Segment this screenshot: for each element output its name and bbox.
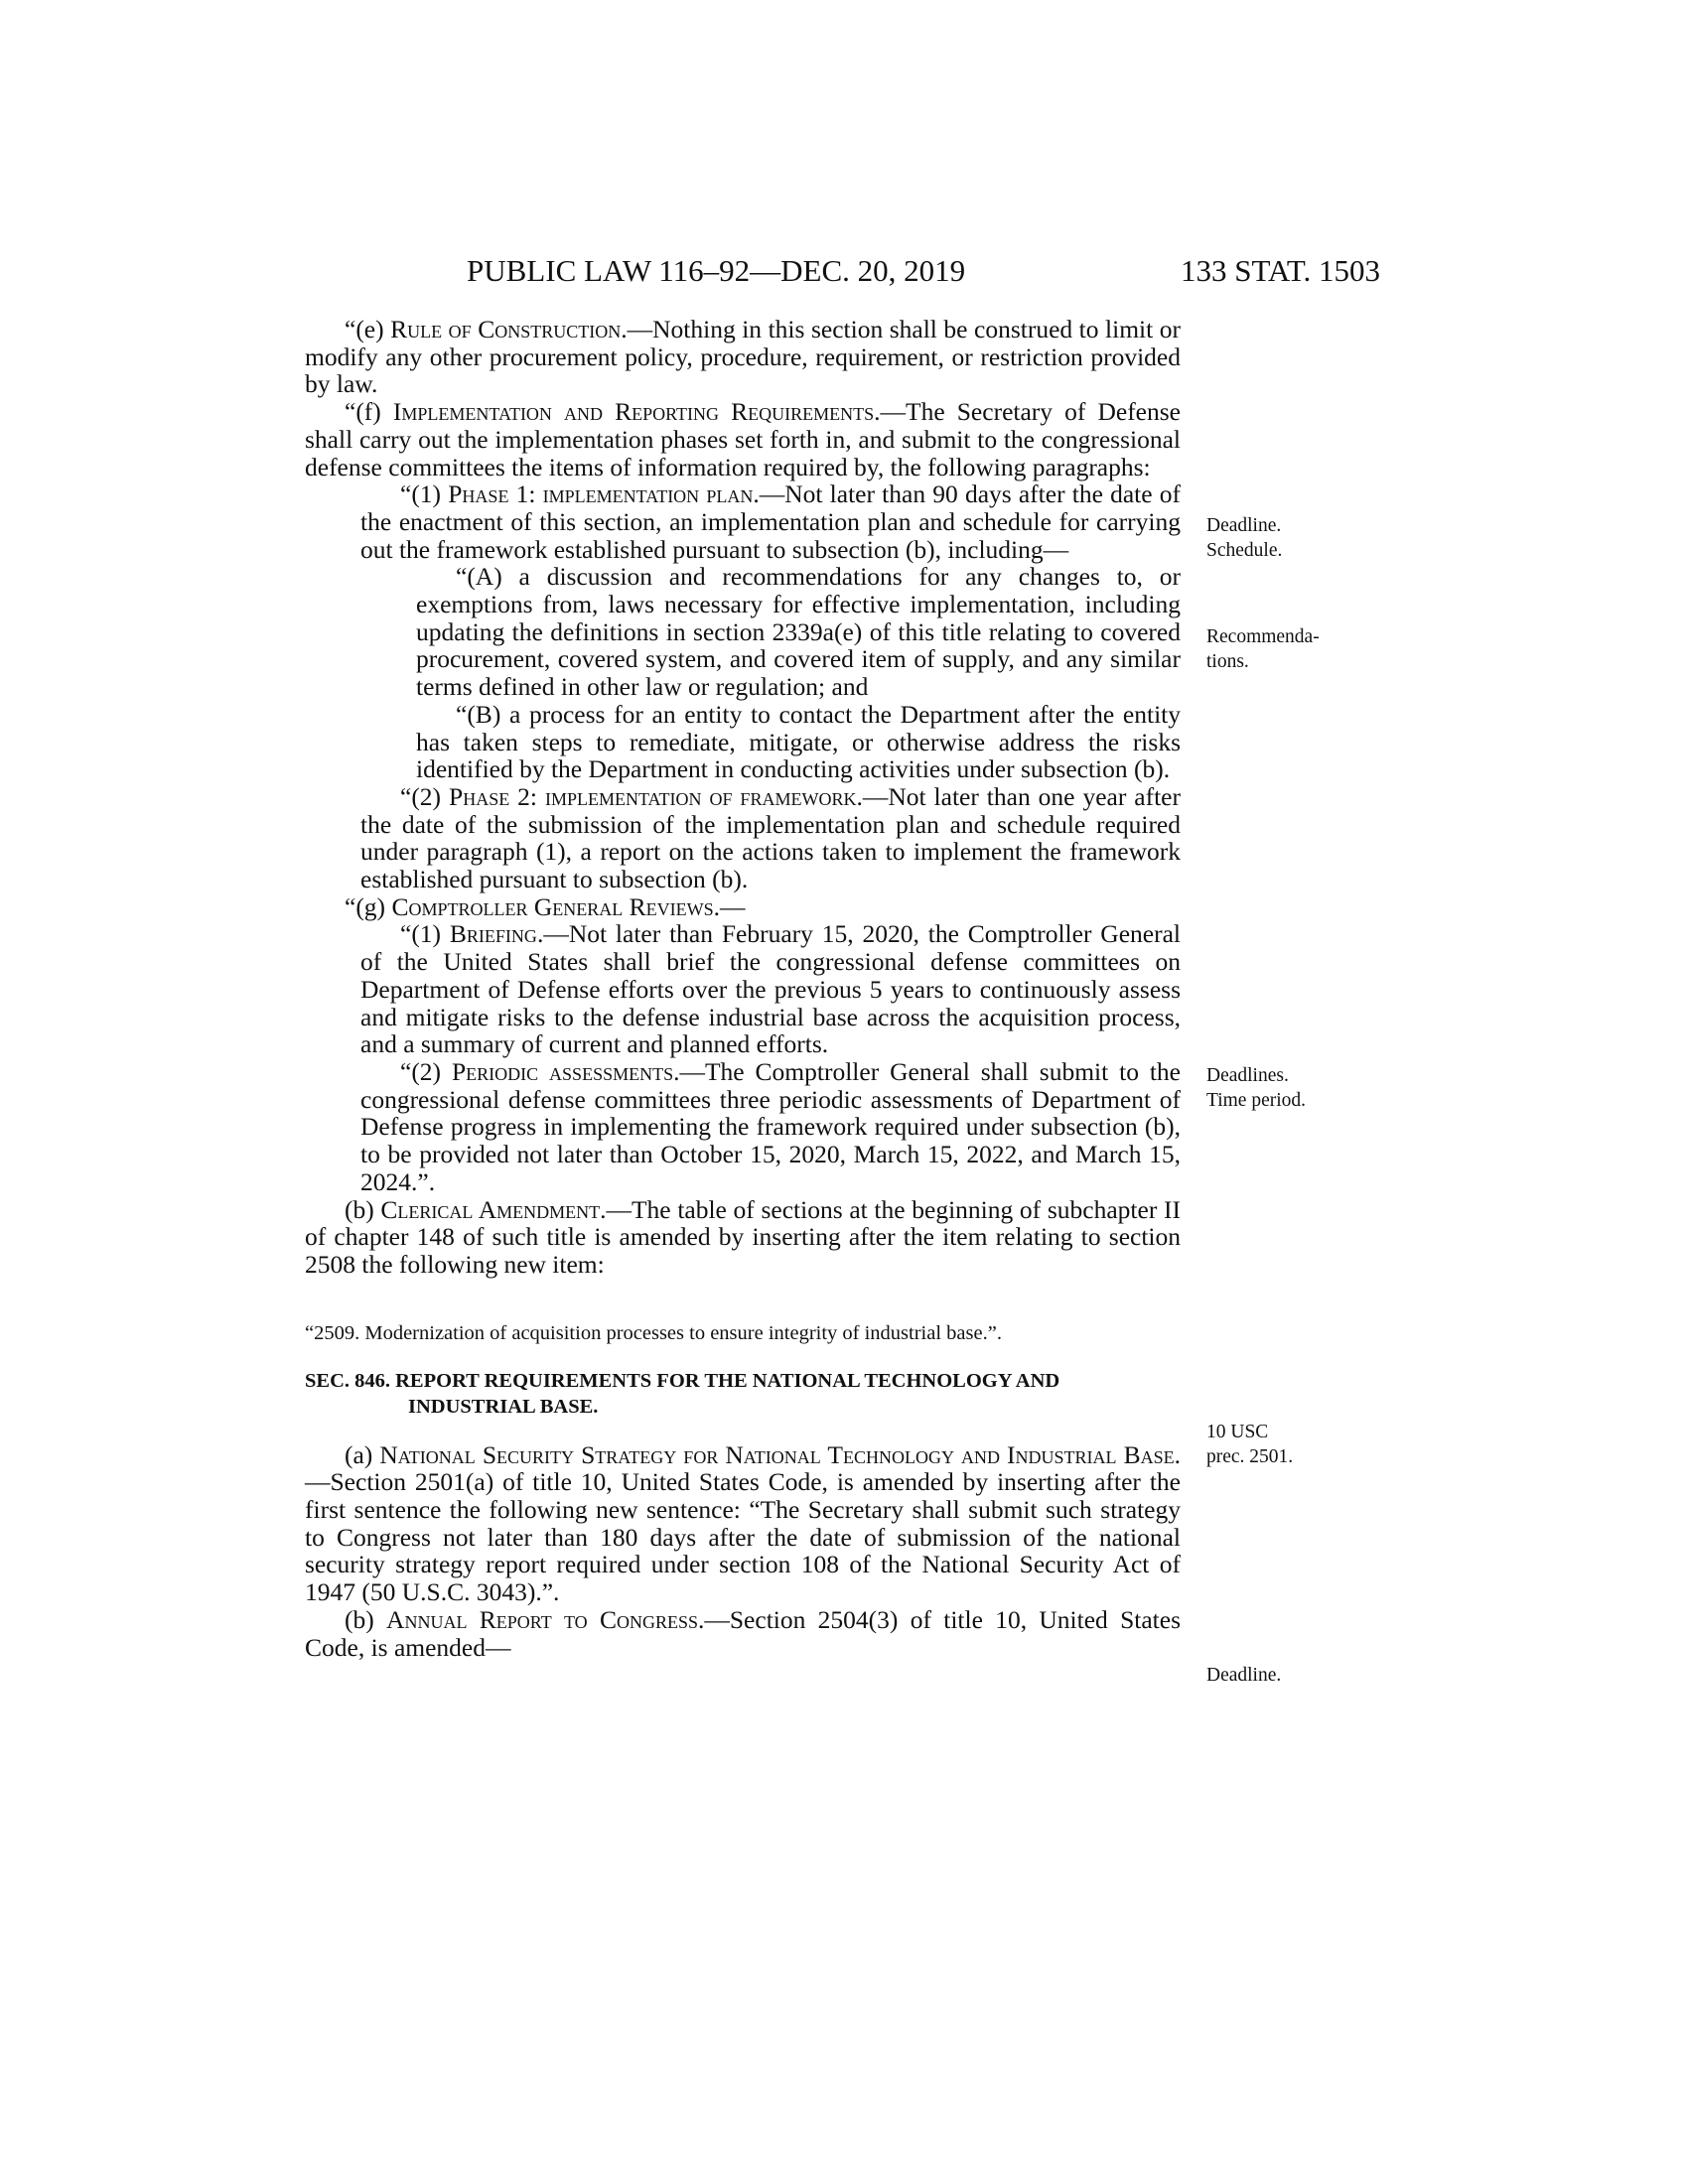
section-heading: SEC. 846. REPORT REQUIREMENTS FOR THE NATIONAL TECHNOLOGY AND INDUSTRIAL BASE.	[305, 1369, 1060, 1418]
subsection-a-national-security-strategy: (a) National Security Strategy for National Technology and Industrial Base.—Section 2501(a) of title 10, United States Code, is amended by inserting after the first sentence the following new sentence: “The Secretary shall submit such strategy to Congress not later than 180 days after the date of submission of the national security strategy report required under section 108 of the National Security Act of 1947 (50 U.S.C. 3043).”.	[305, 1439, 1181, 1607]
paragraph-g1: “(1) Briefing.—Not later than February 15, 2020, the Comptroller General of the United States shall brief the congressional defense committees on Department of Defense efforts over the previous 5 years to continuously assess and mitigate risks to the defense industrial base across the acquisition process, and a summary of current and planned efforts.	[360, 919, 1181, 1059]
paragraph-f1: “(1) Phase 1: implementation plan.—Not later than 90 days after the date of the enactment of this section, an implementation plan and schedule for carrying out the framework established pursuant to subsection (b), including—	[360, 479, 1181, 564]
public-law-citation: PUBLIC LAW 116–92—DEC. 20, 2019	[467, 253, 966, 288]
subparagraph-f1b: “(B) a process for an entity to contact the Department after the entity has taken steps to remediate, mitigate, or otherwise address the risks identified by the Department in conducting activities under subsection (b).	[416, 699, 1181, 784]
subsection-b-clerical-amendment: (b) Clerical Amendment.—The table of sections at the beginning of subchapter II of chapter 148 of such title is amended by inserting after the item relating to section 2508 the following new item:	[305, 1194, 1181, 1279]
statute-body	[305, 316, 1181, 1661]
margin-note-deadlines-time-period: Deadlines. Time period.	[1206, 1065, 1307, 1111]
subsection-f: “(f) Implementation and Reporting Requirements.—The Secretary of Defense shall carry out the implementation phases set forth in, and submit to the congressional defense committees the items of information required by, the following paragraphs:	[305, 397, 1181, 481]
subparagraph-f1a: “(A) a discussion and recommendations for any changes to, or exemptions from, laws necessary for effective implementation, including updating the definitions in section 2339a(e) of this title relating to covered procurement, covered system, and covered item of supply, and any similar terms defined in other law or regulation; and	[416, 562, 1181, 702]
statute-page-number: 133 STAT. 1503	[1180, 253, 1380, 288]
margin-note-deadline: Deadline.	[1206, 1665, 1282, 1686]
subsection-b-annual-report: (b) Annual Report to Congress.—Section 2504(3) of title 10, United States Code, is amended—	[305, 1604, 1182, 1662]
paragraph-g2: “(2) Periodic assessments.—The Comptroller General shall submit to the congressional defense committees three periodic assessments of Department of Defense progress in implementing the framework required under subsection (b), to be provided not later than October 15, 2020, March 15, 2022, and March 15, 2024.”.	[360, 1056, 1181, 1196]
page-header	[467, 253, 1380, 293]
paragraph-f2: “(2) Phase 2: implementation of framework.—Not later than one year after the date of the submission of the implementation plan and schedule required under paragraph (1), a report on the actions taken to implement the framework established pursuant to subsection (b).	[360, 781, 1181, 894]
subsection-g: “(g) Comptroller General Reviews.—	[345, 891, 746, 921]
margin-note-usc: 10 USC prec. 2501.	[1206, 1422, 1294, 1467]
margin-note-recommendations: Recommenda- tions.	[1206, 626, 1320, 672]
margin-note-deadline-schedule: Deadline. Schedule.	[1206, 515, 1283, 561]
subsection-e: “(e) Rule of Construction.—Nothing in this section shall be construed to limit or modify any other procurement policy, procedure, requirement, or restriction provided by law.	[305, 315, 1181, 399]
table-of-sections-item: “2509. Modernization of acquisition processes to ensure integrity of industrial base.”.	[305, 1321, 1002, 1344]
